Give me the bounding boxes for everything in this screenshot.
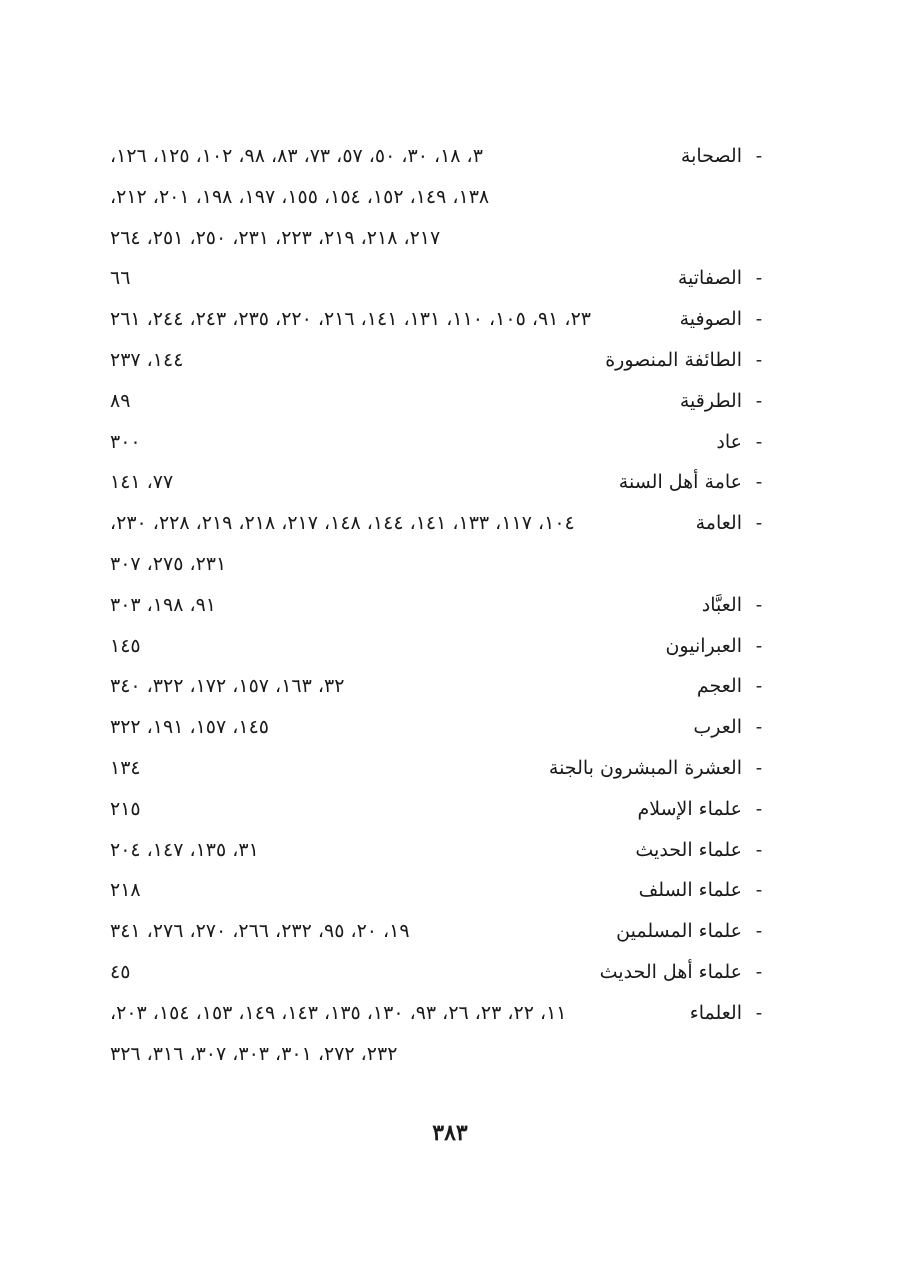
index-entry (110, 993, 770, 1033)
entry-dash: - (755, 798, 763, 820)
entry-pages: ١٣٤ (110, 757, 141, 779)
entry-dash: - (755, 594, 763, 616)
index-entry (110, 870, 770, 910)
index-entry (110, 830, 770, 870)
entry-pages: ٢١٨ (110, 879, 141, 901)
entry-pages: ٣٠٠ (110, 431, 141, 453)
index-entry (110, 911, 770, 951)
entry-term: الصحابة (680, 145, 742, 167)
entry-pages: ٢٣، ٩١، ١٠٥، ١١٠، ١٣١، ١٤١، ٢١٦، ٢٢٠، ٢٣٥، ٢٤٣، ٢٤٤، ٢٦١ (110, 308, 591, 330)
index-entry (110, 952, 770, 992)
entry-term: الطائفة المنصورة (605, 349, 742, 371)
entry-pages: ٣، ١٨، ٣٠، ٥٠، ٥٧، ٧٣، ٨٣، ٩٨، ١٠٢، ١٢٥، ١٢٦، (110, 145, 483, 167)
entry-term: عاد (716, 431, 742, 453)
entry-term: الطرقية (679, 390, 742, 412)
entry-pages: ٢٣١، ٢٧٥، ٣٠٧ (110, 553, 227, 575)
index-entry (110, 503, 770, 543)
index-entry-continuation (110, 218, 770, 258)
entry-dash: - (755, 757, 763, 779)
entry-term: العجم (696, 675, 742, 697)
index-entry (110, 585, 770, 625)
index-entry (110, 462, 770, 502)
entry-term: العشرة المبشرون بالجنة (548, 757, 742, 779)
entry-term: الصفاتية (677, 267, 742, 289)
entry-dash: - (755, 961, 763, 983)
entry-term: علماء السلف (638, 879, 742, 901)
index-entry (110, 381, 770, 421)
index-entry (110, 422, 770, 462)
entry-pages: ١٤٥ (110, 635, 141, 657)
entry-term: العامة (695, 512, 742, 534)
entry-term: علماء أهل الحديث (599, 961, 742, 983)
entry-pages: ٣١، ١٣٥، ١٤٧، ٢٠٤ (110, 839, 259, 861)
entry-dash: - (755, 716, 763, 738)
entry-term: علماء المسلمين (616, 920, 742, 942)
index-entry (110, 666, 770, 706)
entry-term: العلماء (689, 1002, 742, 1024)
entry-pages: ٨٩ (110, 390, 131, 412)
entry-term: علماء الحديث (635, 839, 742, 861)
entry-dash: - (755, 839, 763, 861)
entry-pages: ١٣٨، ١٤٩، ١٥٢، ١٥٤، ١٥٥، ١٩٧، ١٩٨، ٢٠١، ٢١٢، (110, 186, 490, 208)
entry-pages: ٢١٥ (110, 798, 141, 820)
index-entry (110, 748, 770, 788)
index-entry (110, 626, 770, 666)
entry-dash: - (755, 349, 763, 371)
index-entry-continuation (110, 177, 770, 217)
entry-dash: - (755, 1002, 763, 1024)
entry-dash: - (755, 920, 763, 942)
index-entry (110, 299, 770, 339)
entry-pages: ١٤٤، ٢٣٧ (110, 349, 184, 371)
entry-pages: ٢١٧، ٢١٨، ٢١٩، ٢٢٣، ٢٣١، ٢٥٠، ٢٥١، ٢٦٤ (110, 227, 441, 249)
index-entry (110, 707, 770, 747)
entry-pages: ٦٦ (110, 267, 131, 289)
index-entry (110, 258, 770, 298)
index-entry (110, 789, 770, 829)
entry-term: علماء الإسلام (637, 798, 742, 820)
entry-dash: - (755, 675, 763, 697)
entry-term: العبَّاد (701, 594, 742, 616)
entry-pages: ٤٥ (110, 961, 131, 983)
entry-pages: ٩١، ١٩٨، ٣٠٣ (110, 594, 217, 616)
entry-pages: ٣٢، ١٦٣، ١٥٧، ١٧٢، ٣٢٢، ٣٤٠ (110, 675, 345, 697)
index-entry (110, 340, 770, 380)
entry-term: العبرانيون (665, 635, 742, 657)
index-entry (110, 136, 770, 176)
entry-pages: ١٩، ٢٠، ٩٥، ٢٣٢، ٢٦٦، ٢٧٠، ٢٧٦، ٣٤١ (110, 920, 410, 942)
entry-term: العرب (693, 716, 742, 738)
entry-dash: - (755, 145, 763, 167)
entry-term: الصوفية (679, 308, 742, 330)
index-entry-continuation (110, 544, 770, 584)
entry-pages: ١٤٥، ١٥٧، ١٩١، ٣٢٢ (110, 716, 270, 738)
entry-dash: - (755, 267, 763, 289)
entry-pages: ٢٣٢، ٢٧٢، ٣٠١، ٣٠٣، ٣٠٧، ٣١٦، ٣٢٦ (110, 1043, 398, 1065)
entry-term: عامة أهل السنة (618, 471, 742, 493)
entry-dash: - (755, 431, 763, 453)
entry-dash: - (755, 879, 763, 901)
entry-pages: ٧٧، ١٤١ (110, 471, 174, 493)
entry-pages: ١١، ٢٢، ٢٣، ٢٦، ٩٣، ١٣٠، ١٣٥، ١٤٣، ١٤٩، ١٥٣، ١٥٤، ٢٠٣، (110, 1002, 567, 1024)
entry-dash: - (755, 471, 763, 493)
entry-pages: ١٠٤، ١١٧، ١٣٣، ١٤١، ١٤٤، ١٤٨، ٢١٧، ٢١٨، ٢١٩، ٢٢٨، ٢٣٠، (110, 512, 575, 534)
entry-dash: - (755, 308, 763, 330)
index-entry-continuation (110, 1034, 770, 1074)
entry-dash: - (755, 390, 763, 412)
entry-dash: - (755, 635, 763, 657)
entry-dash: - (755, 512, 763, 534)
page-number: ٣٨٣ (432, 1120, 468, 1146)
